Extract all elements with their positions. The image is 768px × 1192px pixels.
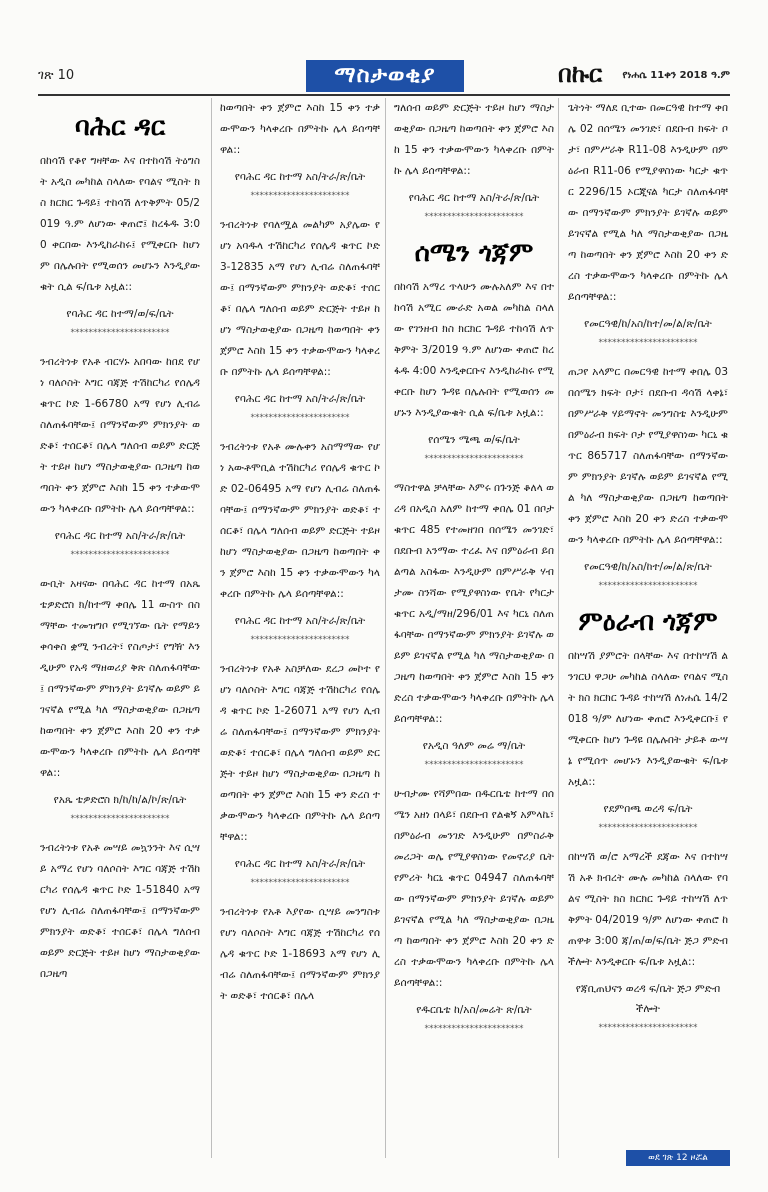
region-heading: ሰሜን ጎጃም <box>414 238 534 268</box>
region-heading: ባሕር ዳር <box>74 112 166 142</box>
columns-area <box>40 98 730 1158</box>
notice-separator: ********************** <box>250 878 350 888</box>
continued-badge: ወደ ገጽ 12 ዞሯል <box>626 1150 730 1166</box>
notice-source: የባሕር ዳር ከተማ አስ/ትራ/ጽ/ቤት <box>408 192 540 204</box>
section-masthead: ማስታወቂያ <box>306 60 464 92</box>
notice-text: በከሣሽ ያምሮት በላቸው እና በተከሣሽ ልንገርህ ዋጋሁ መካከል ስላለው የባልና ሚስት ክስ ክርክር ጉዳይ ተከሣሽ ለነሐሴ 14/2018 ዓ/ም ለሆነው ቀጠሮ እንዲቀርቡ፤ የሚቀርቡ ከሆነ ጉዳዩ በሌሉበት ታይቶ ውሣኔ የሚሰጥ መሆኑን እንዲያውቁት ፍ/ቤቱ አዟል:: <box>568 650 728 788</box>
notice-text: በከሳሽ አማረ ጥላሁን ሙሉአለም እና በተከሳሽ አሚር ሙራድ አወል መካከል ስላለው የገንዘብ ክስ ክርክር ጉዳይ ተከሳሽ ለጥቅምት 3/2019 ዓ.ም ለሆነው ቀጠሮ ከረፋዱ 4:00 እንዲቀርቡና እንዲከራከሩ የሚቀርቡ ከሆነ ጉዳዩ በሌሉበት የሚወሰን መሆኑን እንዲያውቁት ሲል ፍ/ቤቱ አዟል:: <box>394 281 554 419</box>
notice-separator: ********************** <box>424 212 524 222</box>
notice-source: የባሕር ዳር ከተማ አስ/ትራ/ጽ/ቤት <box>234 393 366 405</box>
notice-text: ከወጣበት ቀን ጀምሮ እስከ 15 ቀን ተቃውሞውን ካላቀረቡ በምትኩ ሌላ ይሰጣቸዋል:: <box>220 102 380 156</box>
notice-separator: ********************** <box>424 454 524 464</box>
notice-text: ሁብታሙ የሻምበው በዱርቤቴ ከተማ በሰሜን አዘነ በላይ፣ በደቡብ የልቁኝ አምላኬ፣ በምዕራብ መንገድ እንዲሁም በምስራቅ መሪጋት ወሌ የሚያዋስነው የመኖሪያ ቤት የምሪት ካርኒ ቁጥር 04947 ስለጠፋባቸው በማንኛውም ምክንያት ይገኛሉ ወይም ይገናኛል የሚል ካለ ማስታወቂያው በጋዜጣ ከወጣበት ቀን ጀምሮ እስከ 20 ቀን ድረስ ተቃውሞውን ካላቀረቡ በምትኩ ሌላ ይሰጣቸዋል:: <box>394 788 554 989</box>
notice-text: በከሳሽ የቆየ ግዛቸው እና በተከሳሽ ትዕግስት አዲስ መካከል ስላለው የባልና ሚስት ክስ ክርክር ጉዳይ፤ ተከሳሽ ለጥቅምት 05/2019 ዓ.ም ለሆነው ቀጠሮ፤ ከረፋዱ 3:00 ቀርበው እንዲከራከሩ፤ የሚቀርቡ ከሆነም በሌሉበት የሚወሰን መሆኑን እንዲያውቁት ሲል ፍ/ቤቱ አዟል:: <box>40 155 200 293</box>
notice-text: ንብረትነቱ የአቶ አስቻለው ደረጋ መኮተ የሆነ ባለሶስት እግር ባጃጅ ተሽከርካሪ የሰሌዳ ቁጥር ኮድ 1-26071 አማ የሆነ ሊብሬ ስለጠፋባቸው፤ በማንኛውም ምክንያት ወድቆ፣ ተሰርቆ፣ በሌላ ግለሰብ ወይም ድርጅት ተይዞ ከሆነ ማስታወቂያው በጋዜጣ ከወጣበት ቀን ጀምሮ እስከ 15 ቀን ድረስ ተቃውሞውን ካላቀረቡ በምትኩ ሌላ ይሰጣቸዋል:: <box>220 663 380 843</box>
notice-text: ንብረትነቱ የባለሟል መልካም አያሌው የሆነ አባዱላ ተሽከርካሪ የሰሌዳ ቁጥር ኮድ 3-12835 አማ የሆነ ሊብሬ ስለጠፋባቸው፤ በማንኛውም ምክንያት ወድቆ፣ ተሰርቆ፣ በሌላ ግለሰብ ወይም ድርጅት ተይዞ ከሆነ ማስታወቂያው በጋዜጣ ከወጣበት ቀን ጀምሮ እስከ 15 ቀን ተቃውሞውን ካላቀረቡ በምትኩ ሌላ ይሰጣቸዋል:: <box>220 219 380 378</box>
page-number: ገጽ 10 <box>38 68 75 83</box>
newspaper-name: በኩር <box>558 60 603 88</box>
notice-separator: ********************** <box>70 328 170 338</box>
notice-text: ንብረትነቱ የአቶ መሣይ መኳንንት እና ሲሣይ አማረ የሆነ ባለሶስት እግር ባጃጅ ተሽከርካሪ የሰሌዳ ቁጥር ኮድ 1-51840 አማ የሆነ ሊብሬ ስለጠፋባቸው፤ በማንኛውም ምክንያት ወድቆ፣ ተሰርቆ፣ በሌላ ግለሰብ ወይም ድርጅት ተይዞ ከሆነ ማስታወቂያው በጋዜጣ <box>40 842 200 980</box>
notice-separator: ********************** <box>598 581 698 591</box>
notice-separator: ********************** <box>250 413 350 423</box>
notice-text: ውቢት አዛናው በባሕር ዳር ከተማ በአጼ ቴዎድሮስ ክ/ከተማ ቀበሌ 11 ውስጥ በስማቸው ተመዝግቦ የሚገኘው ቤት የማይንቀሳቀስ ቋሚ ንብረት፣ የስጦታ፣ የግዥ እንዲሁም የአዳ ማዘወሪያ ቅጽ ስለጠፋባቸው፤ በማንኛውም ምክንያት ይገኛሉ ወይም ይገናኛል የሚል ካለ ማስታወቂያው በጋዜጣ ከወጣበት ቀን ጀምሮ እስከ 20 ቀን ተቃውሞውን ካላቀረቡ በምትኩ ሌላ ይሰጣቸዋል:: <box>40 578 200 779</box>
notice-text: ጠጋየ አላምር በመርዓዊ ከተማ ቀበሌ 03 በሰሜን ክፍት ቦታ፣ በደቡብ ዳሳሽ ላቀኔ፣ በምሥራቅ ሃይማኖት መንግስቴ እንዲሁም በምዕራብ ክፍት ቦታ የሚያዋስነው ካርኒ ቁጥር 865717 ስለጠፋባቸው በማንኛውም ምክንያት ይገኛሉ ወይም ይገናኛል የሚል ካለ ማስታወቂያው በጋዜጣ ከወጣበት ቀን ጀምሮ እስከ 20 ቀን ድረስ ተቃውሞውን ካላቀረቡ በምትኩ ሌላ ይሰጣቸዋል:: <box>568 366 728 546</box>
notice-separator: ********************** <box>250 635 350 645</box>
notice-text: ጌትነት ማለደ ቢተው በመርዓዊ ከተማ ቀበሌ 02 በሰሜን መንገድ፣ በደቡብ ክፍት ቦታ፣ በምሥራቅ R11-08 እንዲሁም በምዕራብ R11-06 የሚያዋስነው ካርታ ቁጥር 2296/15 ኦርጂናል ካርታ ስለጠፋባቸው በማንኛውም ምክንያት ይገኛሉ ወይም ይገናኛል የሚል ካለ ማስታወቂያው በጋዜጣ ከወጣበት ቀን ጀምሮ እስከ 20 ቀን ድረስ ተቃውሞውን ካላቀረቡ በምትኩ ሌላ ይሰጣቸዋል:: <box>568 102 728 303</box>
notice-text: ንብረትነቱ የአቶ ሙሉቀን አስማማው የሆነ አውቶሞቢል ተሽከርካሪ የሰሌዳ ቁጥር ኮድ 02-06495 አማ የሆነ ሊብሬ ስለጠፋባቸው፤ በማንኛውም ምክንያት ወድቆ፣ ተሰርቆ፣ በሌላ ግለሰብ ወይም ድርጅት ተይዞ ከሆነ ማስታወቂያው በጋዜጣ ከወጣበት ቀን ጀምሮ እስከ 15 ቀን ተቃውሞውን ካላቀረቡ በምትኩ ሌላ ይሰጣቸዋል:: <box>220 441 380 600</box>
notice-source: የአዲስ ዓለም መሬ ማ/ቤት <box>422 740 526 752</box>
notice-text: ንብረትነቱ የአቶ እያየው ሲሣይ መንግስቱ የሆነ ባለሶስት እግር ባጃጅ ተሽከርካሪ የሰሌዳ ቁጥር ኮድ 1-18693 አማ የሆነ ሊብሬ ስለጠፋባቸው፤ በማንኛውም ምክንያት ወድቆ፣ ተሰርቆ፣ በሌላ <box>220 906 380 1002</box>
issue-date: የነሐሴ 11ቀን 2018 ዓ.ም <box>622 70 730 81</box>
notice-text: ማስተዋል ቻላቸው እምሩ በጉንጅ ቆለላ ወረዳ በአዲስ አለም ከተማ ቀበሌ 01 በቦታ ቁጥር 485 የተመዘገበ በሰሜን መንገድ፣ በደቡብ አንማው ተረፈ እና በምዕራብ ይበልጣል አስፋው እንዲሁም በምሥራቅ ሃብታሙ ስንሻው የሚያዋስነው የቤት የካርታ ቁጥር አዲ/ማዘ/296/01 እና ካርኒ ስለጠፋባቸው በማንኛውም ምክንያት ይገኛሉ ወይም ይገናኛል የሚል ካለ ማስታወቂያው በጋዜጣ ከወጣበት ቀን ጀምሮ እስከ 15 ቀን ድረስ ተቃውሞውን ካላቀረቡ በምትኩ ሌላ ይሰጣቸዋል:: <box>394 482 554 725</box>
notice-separator: ********************** <box>250 191 350 201</box>
notice-source: የሰሜን ሜጫ ወ/ፍ/ቤት <box>428 434 520 446</box>
notice-separator: ********************** <box>424 760 524 770</box>
notice-source: የዱርቤቴ ከ/አስ/መሬት ጽ/ቤት <box>416 1004 532 1016</box>
notice-source: የመርዓዊ/ከ/አስ/ከተ/መ/ል/ጽ/ቤት <box>584 561 712 573</box>
notice-source: የመርዓዊ/ከ/አስ/ከተ/መ/ል/ጽ/ቤት <box>584 318 712 330</box>
notice-separator: ********************** <box>598 338 698 348</box>
notice-separator: ********************** <box>598 1023 698 1033</box>
column-4 <box>568 98 728 1158</box>
notice-source: የባሕር ዳር ከተማ አስ/ትራ/ጽ/ቤት <box>234 171 366 183</box>
notice-source: የአጼ ቴዎድሮስ ክ/ከ/ከ/ል/ኮ/ጽ/ቤት <box>53 794 187 806</box>
notice-source: የባሕር ዳር ከተማ አስ/ትራ/ጽ/ቤት <box>234 858 366 870</box>
column-3 <box>394 98 554 1158</box>
notice-separator: ********************** <box>70 550 170 560</box>
notice-text: ንብረትነቱ የአቶ ብርሃኑ አበባው ከበደ የሆነ ባለሶስት እግር ባጃጅ ተሽከርካሪ የሰሌዳ ቁጥር ኮድ 1-66780 አማ የሆነ ሊብሬ ስለጠፋባቸው፤ በማንኛውም ምክንያት ወድቆ፣ ተሰርቆ፣ በሌላ ግለሰብ ወይም ድርጅት ተይዞ ከሆነ ማስታወቂያው በጋዜጣ ከወጣበት ቀን ጀምሮ እስከ 15 ቀን ተቃውሞውን ካላቀረቡ በምትኩ ሌላ ይሰጣቸዋል:: <box>40 356 200 515</box>
notice-separator: ********************** <box>70 814 170 824</box>
notice-source: የባሕር ዳር ከተማ አስ/ትራ/ጽ/ቤት <box>234 615 366 627</box>
header-rule <box>38 94 730 96</box>
notice-text: በከሣሽ ወ/ሮ አማረች ደጃው እና በተከሣሽ አቶ ክብረት ሙሉ መካከል ስላለው የባልና ሚስት ክስ ክርክር ጉዳይ ተከሣሽ ለጥቅምት 04/2019 ዓ/ም ለሆነው ቀጠሮ ከጠዋቱ 3:00 ጃ/ጠ/ወ/ፍ/ቤት ጅጋ ምድብ ችሎት እንዲቀርቡ ፍ/ቤቱ አዟል:: <box>568 851 728 968</box>
notice-source: የደምበጫ ወረዳ ፍ/ቤት <box>603 803 693 815</box>
notice-source: የባሕር ዳር ከተማ/ወ/ፍ/ቤት <box>66 308 174 320</box>
notice-source: የባሕር ዳር ከተማ አስ/ትራ/ጽ/ቤት <box>54 530 186 542</box>
notice-text: ግለሰብ ወይም ድርጅት ተይዞ ከሆነ ማስታወቂያው በጋዜጣ ከወጣበት ቀን ጀምሮ እስከ 15 ቀን ተቃውሞውን ካላቀረቡ በምትኩ ሌላ ይሰጣቸዋል:: <box>394 102 554 177</box>
column-1 <box>40 98 200 1158</box>
notice-separator: ********************** <box>598 823 698 833</box>
notice-separator: ********************** <box>424 1024 524 1034</box>
notice-source: የጃቢጠህናን ወረዳ ፍ/ቤት ጅጋ ምድብ ችሎት <box>575 983 721 1015</box>
region-heading: ምዕራብ ጎጃም <box>578 607 718 637</box>
page-header <box>38 60 730 94</box>
column-2 <box>220 98 380 1158</box>
